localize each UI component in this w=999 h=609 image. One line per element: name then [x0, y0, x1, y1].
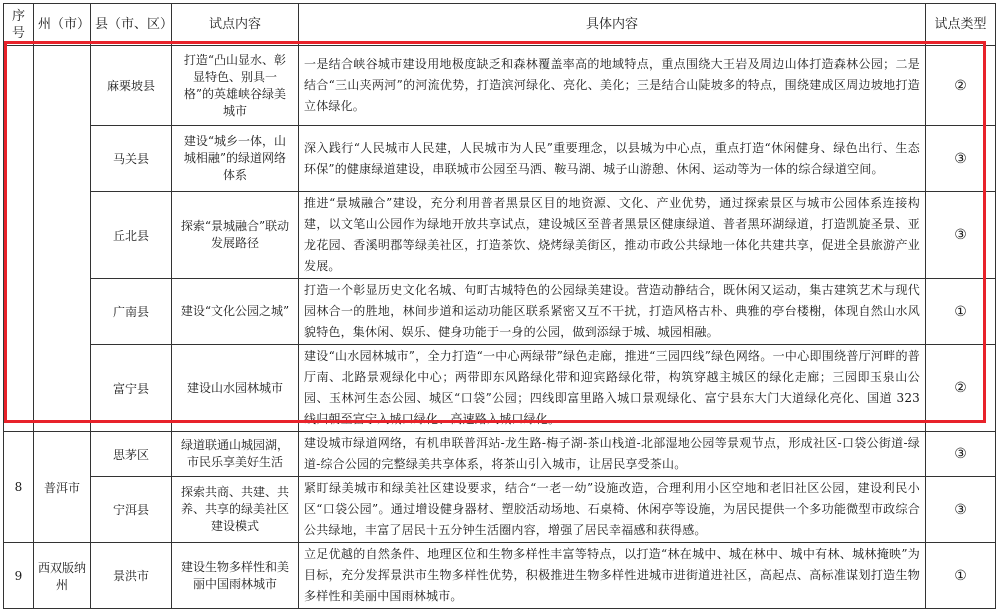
header-trial-type: 试点类型 — [926, 4, 996, 46]
type-cell: ② — [926, 345, 996, 432]
table-row — [4, 477, 996, 543]
header-trial-content: 试点内容 — [172, 4, 299, 46]
county-cell: 广南县 — [91, 279, 172, 345]
detail-cell: 建设城市绿道网络，有机串联普洱站-龙生路-梅子湖-茶山栈道-北部湿地公园等景观节点，形成社区-口袋公街道-绿道-综合公园的完整绿美共享体系，将茶山引入城市，让居民享受茶山。 — [299, 432, 926, 477]
header-index: 序号 — [4, 4, 34, 46]
city-cell: 西双版纳州 — [34, 543, 91, 609]
type-cell: ③ — [926, 432, 996, 477]
trial-cell: 绿道联通山城园湖，市民乐享美好生活 — [172, 432, 299, 477]
type-cell: ③ — [926, 477, 996, 543]
county-cell: 富宁县 — [91, 345, 172, 432]
detail-cell: 一是结合峡谷城市建设用地极度缺乏和森林覆盖率高的地域特点，重点围绕大王岩及周边山体打造森林公园；二是结合“三山夹两河”的河流优势，打造滨河绿化、亮化、美化；三是结合山陡坡多的特点，围绕建成区周边坡地打造立体绿化。 — [299, 46, 926, 126]
type-cell: ③ — [926, 126, 996, 192]
index-cell: 9 — [4, 543, 34, 609]
county-cell: 马关县 — [91, 126, 172, 192]
county-cell: 麻栗坡县 — [91, 46, 172, 126]
detail-cell: 建设“山水园林城市”，全力打造“一中心两绿带”绿色走廊，推进“三园四线”绿色网络。一中心即围绕普厅河畔的普厅南、北路景观绿化中心；两带即东风路绿化带和迎宾路绿化带，构筑穿越主城区的绿化走廊；三园即玉泉山公园、玉林河生态公园、城区“口袋”公园；四线即富里路入城口景观绿化、富宁县东大门大道绿化亮化、国道 323 线归朝至富宁入城口绿化、高速路入城口绿化。 — [299, 345, 926, 432]
header-county: 县（市、区） — [91, 4, 172, 46]
table-header-row — [4, 4, 996, 46]
table-row — [4, 345, 996, 432]
pilot-table — [3, 3, 996, 609]
trial-cell: 建设“文化公园之城” — [172, 279, 299, 345]
trial-cell: 建设生物多样性和美丽中国雨林城市 — [172, 543, 299, 609]
header-detail: 具体内容 — [299, 4, 926, 46]
trial-cell: 建设“城乡一体，山城相融”的绿道网络体系 — [172, 126, 299, 192]
index-cell-empty — [4, 46, 34, 432]
type-cell: ③ — [926, 192, 996, 279]
table-row — [4, 46, 996, 126]
trial-cell: 建设山水园林城市 — [172, 345, 299, 432]
header-city: 州（市） — [34, 4, 91, 46]
city-cell-empty — [34, 46, 91, 432]
type-cell: ① — [926, 279, 996, 345]
type-cell: ② — [926, 46, 996, 126]
detail-cell: 深入践行“人民城市人民建，人民城市为人民”重要理念，以县城为中心点，重点打造“休闲健身、绿色出行、生态环保”的健康绿道建设，串联城市公园至马洒、鞍马湖、城子山游憩、休闲、运动等为一体的综合绿道空间。 — [299, 126, 926, 192]
trial-cell: 探索共商、共建、共养、共享的绿美社区建设模式 — [172, 477, 299, 543]
county-cell: 丘北县 — [91, 192, 172, 279]
trial-cell: 探索“景城融合”联动发展路径 — [172, 192, 299, 279]
type-cell: ① — [926, 543, 996, 609]
detail-cell: 推进“景城融合”建设，充分利用普者黑景区目的地资源、文化、产业优势，通过探索景区与城市公园体系连接构建，以文笔山公园作为绿地开放共享试点，建设城区至普者黑景区健康绿道、普者黑环湖绿道，打造凯旋圣景、亚龙花园、香溪明郡等绿美社区，打造茶饮、烧烤绿美街区，推动市政公共绿地一体化共建共享，促进全县旅游产业发展。 — [299, 192, 926, 279]
county-cell: 思茅区 — [91, 432, 172, 477]
index-cell: 8 — [4, 432, 34, 543]
detail-cell: 打造一个彰显历史文化名城、句町古城特色的公园绿美建设。营造动静结合，既休闲又运动，集古建筑艺术与现代园林合一的胜地，林间步道和运动功能区联系紧密又互不干扰，打造风格古朴、典雅的亭台楼榭，体现自然山水风貌特色，集休闲、娱乐、健身功能于一身的公园，做到添绿于城、城园相融。 — [299, 279, 926, 345]
table-row — [4, 192, 996, 279]
detail-cell: 立足优越的自然条件、地理区位和生物多样性丰富等特点，以打造“林在城中、城在林中、城中有林、城林掩映”为目标，充分发挥景洪市生物多样性优势，积极推进生物多样性进城市进街道进社区，高起点、高标准谋划打造生物多样性和美丽中国雨林城市。 — [299, 543, 926, 609]
trial-cell: 打造“凸山显水、彰显特色、别具一格”的英雄峡谷绿美城市 — [172, 46, 299, 126]
city-cell: 普洱市 — [34, 432, 91, 543]
table-row — [4, 279, 996, 345]
detail-cell: 紧盯绿美城市和绿美社区建设要求，结合“一老一幼”设施改造，合理利用小区空地和老旧社区公园，建设利民小区“口袋公园”。通过增设健身器材、塑胶活动场地、石桌椅、休闲亭等设施，为居民提供一个多功能微型市政综合公共绿地，丰富了居民十五分钟生活圈内容，增强了居民幸福感和获得感。 — [299, 477, 926, 543]
table-row — [4, 543, 996, 609]
county-cell: 宁洱县 — [91, 477, 172, 543]
table-row — [4, 432, 996, 477]
county-cell: 景洪市 — [91, 543, 172, 609]
table-row — [4, 126, 996, 192]
